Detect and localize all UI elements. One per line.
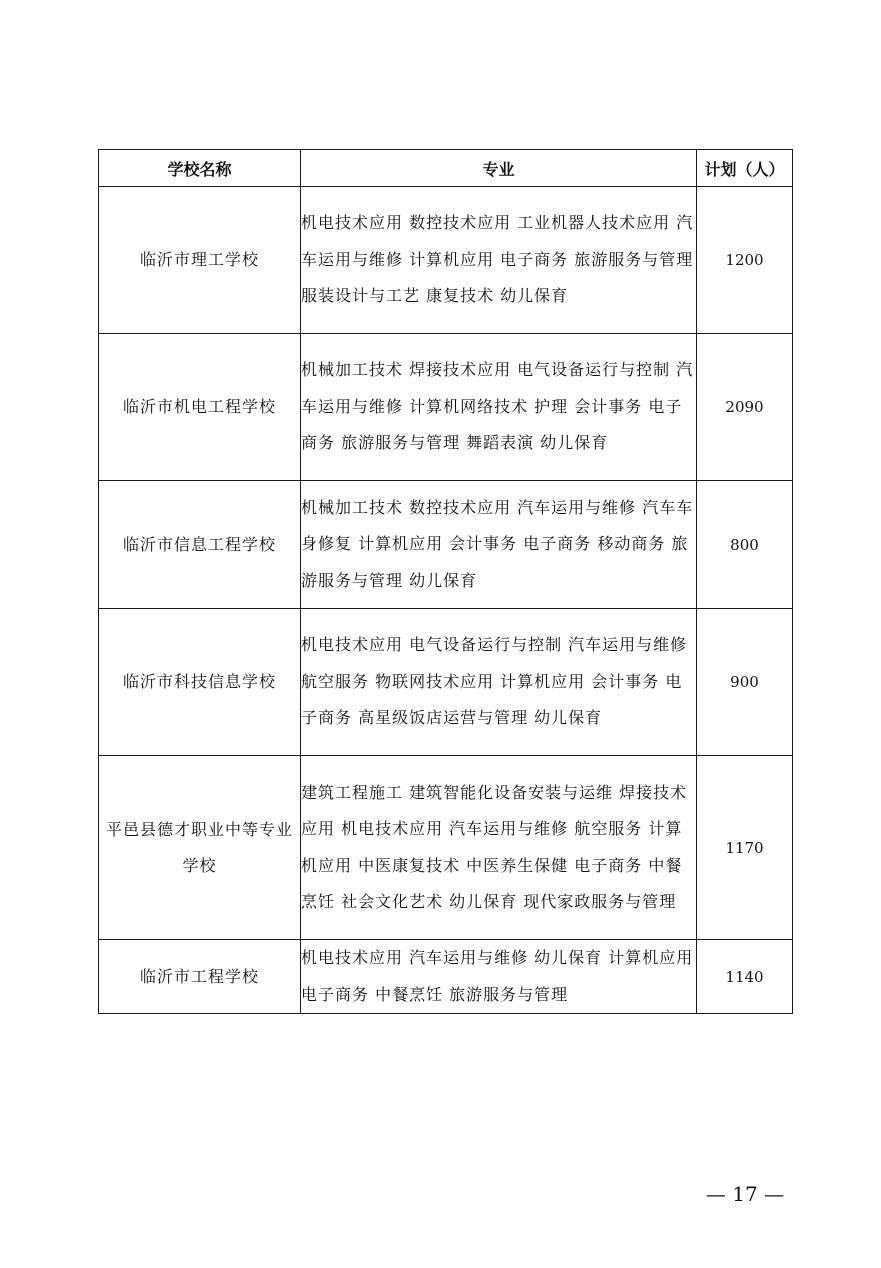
majors-cell: 机电技术应用 电气设备运行与控制 汽车运用与维修 航空服务 物联网技术应用 计算机应用 会计事务 电子商务 高星级饭店运营与管理 幼儿保育 — [301, 609, 697, 756]
school-name-cell: 平邑县德才职业中等专业学校 — [99, 756, 301, 940]
table-row — [99, 481, 793, 609]
plan-count-cell: 900 — [697, 609, 793, 756]
school-name-cell: 临沂市理工学校 — [99, 187, 301, 334]
table-row — [99, 756, 793, 940]
plan-count-cell: 800 — [697, 481, 793, 609]
school-name-cell: 临沂市信息工程学校 — [99, 481, 301, 609]
plan-count-cell: 1200 — [697, 187, 793, 334]
table-row — [99, 334, 793, 481]
majors-cell: 机电技术应用 数控技术应用 工业机器人技术应用 汽车运用与维修 计算机应用 电子商务 旅游服务与管理 服装设计与工艺 康复技术 幼儿保育 — [301, 187, 697, 334]
majors-cell: 建筑工程施工 建筑智能化设备安装与运维 焊接技术应用 机电技术应用 汽车运用与维修 航空服务 计算机应用 中医康复技术 中医养生保健 电子商务 中餐烹饪 社会文化艺术 幼儿保育 现代家政服务与管理 — [301, 756, 697, 940]
enrollment-plan-table — [98, 149, 793, 1014]
table-row — [99, 187, 793, 334]
school-name-cell: 临沂市机电工程学校 — [99, 334, 301, 481]
majors-cell: 机械加工技术 数控技术应用 汽车运用与维修 汽车车身修复 计算机应用 会计事务 电子商务 移动商务 旅游服务与管理 幼儿保育 — [301, 481, 697, 609]
table-row — [99, 609, 793, 756]
table-row — [99, 940, 793, 1014]
plan-count-cell: 2090 — [697, 334, 793, 481]
majors-cell: 机电技术应用 汽车运用与维修 幼儿保育 计算机应用 电子商务 中餐烹饪 旅游服务与管理 — [301, 940, 697, 1014]
majors-cell: 机械加工技术 焊接技术应用 电气设备运行与控制 汽车运用与维修 计算机网络技术 护理 会计事务 电子商务 旅游服务与管理 舞蹈表演 幼儿保育 — [301, 334, 697, 481]
header-major: 专业 — [301, 150, 697, 187]
plan-count-cell: 1170 — [697, 756, 793, 940]
table-header-row — [99, 150, 793, 187]
school-name-cell: 临沂市工程学校 — [99, 940, 301, 1014]
header-plan: 计划（人） — [697, 150, 793, 187]
plan-count-cell: 1140 — [697, 940, 793, 1014]
page-number: — 17 — — [705, 1182, 785, 1206]
school-name-cell: 临沂市科技信息学校 — [99, 609, 301, 756]
header-school-name: 学校名称 — [99, 150, 301, 187]
